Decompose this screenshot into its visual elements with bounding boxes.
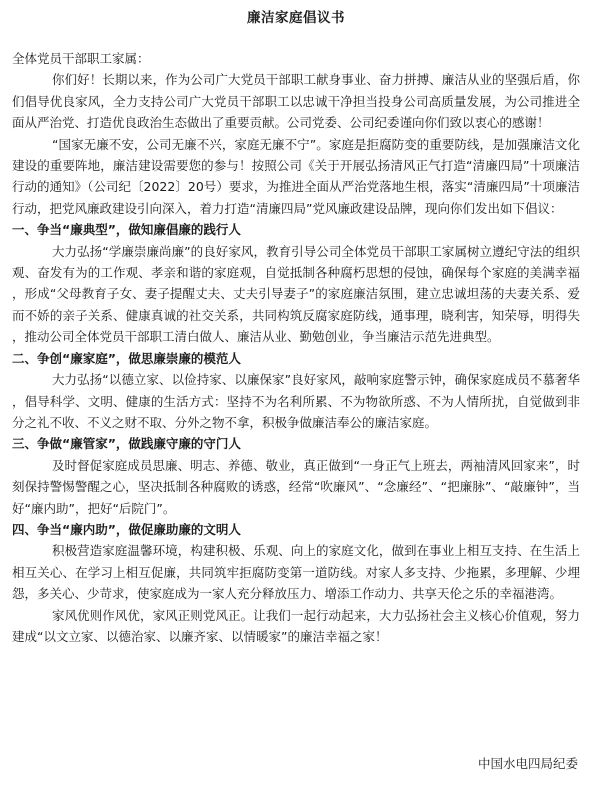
document-body: [12, 48, 580, 647]
section-2-heading: 二、争创“廉家庭”，做思廉崇廉的模范人: [12, 350, 241, 366]
paragraph-greeting: 你们好！长期以来，作为公司广大党员干部职工献身事业、奋力拼搏、廉洁从业的坚强后盾，你们倡导优良家风，全力支持公司广大党员干部职工以忠诚干净担当投身公司高质量发展，为公司推进全面从严治党、打造优良政治生态做出了重要贡献。公司党委、公司纪委谨向你们致以衷心的感谢！: [12, 72, 580, 131]
section-3-text: 及时督促家庭成员思廉、明志、养德、敬业，真正做到“一身正气上班去，两袖清风回家来”，时刻保持警惕警醒之心，坚决抵制各种腐败的诱惑，经常“吹廉风”、“念廉经”、“把廉脉”、“敲廉钟”，当好“廉内助”，把好“后院门”。: [12, 457, 580, 516]
section-1-text: 大力弘扬“学廉崇廉尚廉”的良好家风，教育引导公司全体党员干部职工家属树立遵纪守法的组织观、奋发有为的工作观、孝亲和谐的家庭观，自觉抵制各种腐朽思想的侵蚀，确保每个家庭的美满幸福，形成“父母教育子女、妻子提醒丈夫、丈夫引导妻子”的家庭廉洁氛围，建立忠诚坦荡的夫妻关系、爱而不娇的亲子关系、健康真诚的社交关系，共同构筑反腐家庭防线，通事理，晓利害，知荣辱，明得失，推动公司全体党员干部职工清白做人、廉洁从业、勤勉创业，争当廉洁示范先进典型。: [12, 243, 580, 345]
signature: 中国水电四局纪委: [477, 756, 578, 771]
salutation: 全体党员干部职工家属：: [12, 51, 150, 66]
section-3-heading: 三、争做“廉管家”，做践廉守廉的守门人: [12, 436, 241, 452]
section-4-heading: 四、争当“廉内助”，做促廉助廉的文明人: [12, 521, 241, 537]
section-1-heading: 一、争当“廉典型”，做知廉倡廉的践行人: [12, 222, 241, 238]
document-title: 廉洁家庭倡议书: [247, 10, 345, 26]
closing-paragraph: 家风优则作风优，家风正则党风正。让我们一起行动起来，大力弘扬社会主义核心价值观，努力建成“以文立家、以德治家、以廉齐家、以情暖家”的廉洁幸福之家！: [12, 607, 580, 644]
section-2-text: 大力弘扬“以德立家、以俭持家、以廉保家”良好家风，敲响家庭警示钟，确保家庭成员不慕奢华，倡导科学、文明、健康的生活方式：坚持不为名利所累、不为物欲所惑、不为人情所扰，自觉做到非分之礼不收、不义之财不取、分外之物不拿，积极争做廉洁奉公的廉洁家庭。: [12, 372, 580, 430]
section-4-text: 积极营造家庭温馨环境，构建积极、乐观、向上的家庭文化，做到在事业上相互支持、在生活上相互关心、在学习上相互促廉，共同筑牢拒腐防变第一道防线。对家人多支持、少拖累，多理解、少埋怨，多关心、少苛求，使家庭成为一家人充分释放压力、增添工作动力、共享天伦之乐的幸福港湾。: [12, 543, 580, 602]
paragraph-intro: “国家无廉不安，公司无廉不兴，家庭无廉不宁”。家庭是拒腐防变的重要防线，是加强廉洁文化建设的重要阵地，廉洁建设需要您的参与！按照公司《关于开展弘扬清风正气打造“清廉四局”十项廉洁行动的通知》（公司纪〔2022〕20号）要求，为推进全面从严治党落地生根，落实“清廉四局”十项廉洁行动，把党风廉政建设引向深入，着力打造“清廉四局”党风廉政建设品牌，现向你们发出如下倡议：: [12, 136, 580, 216]
